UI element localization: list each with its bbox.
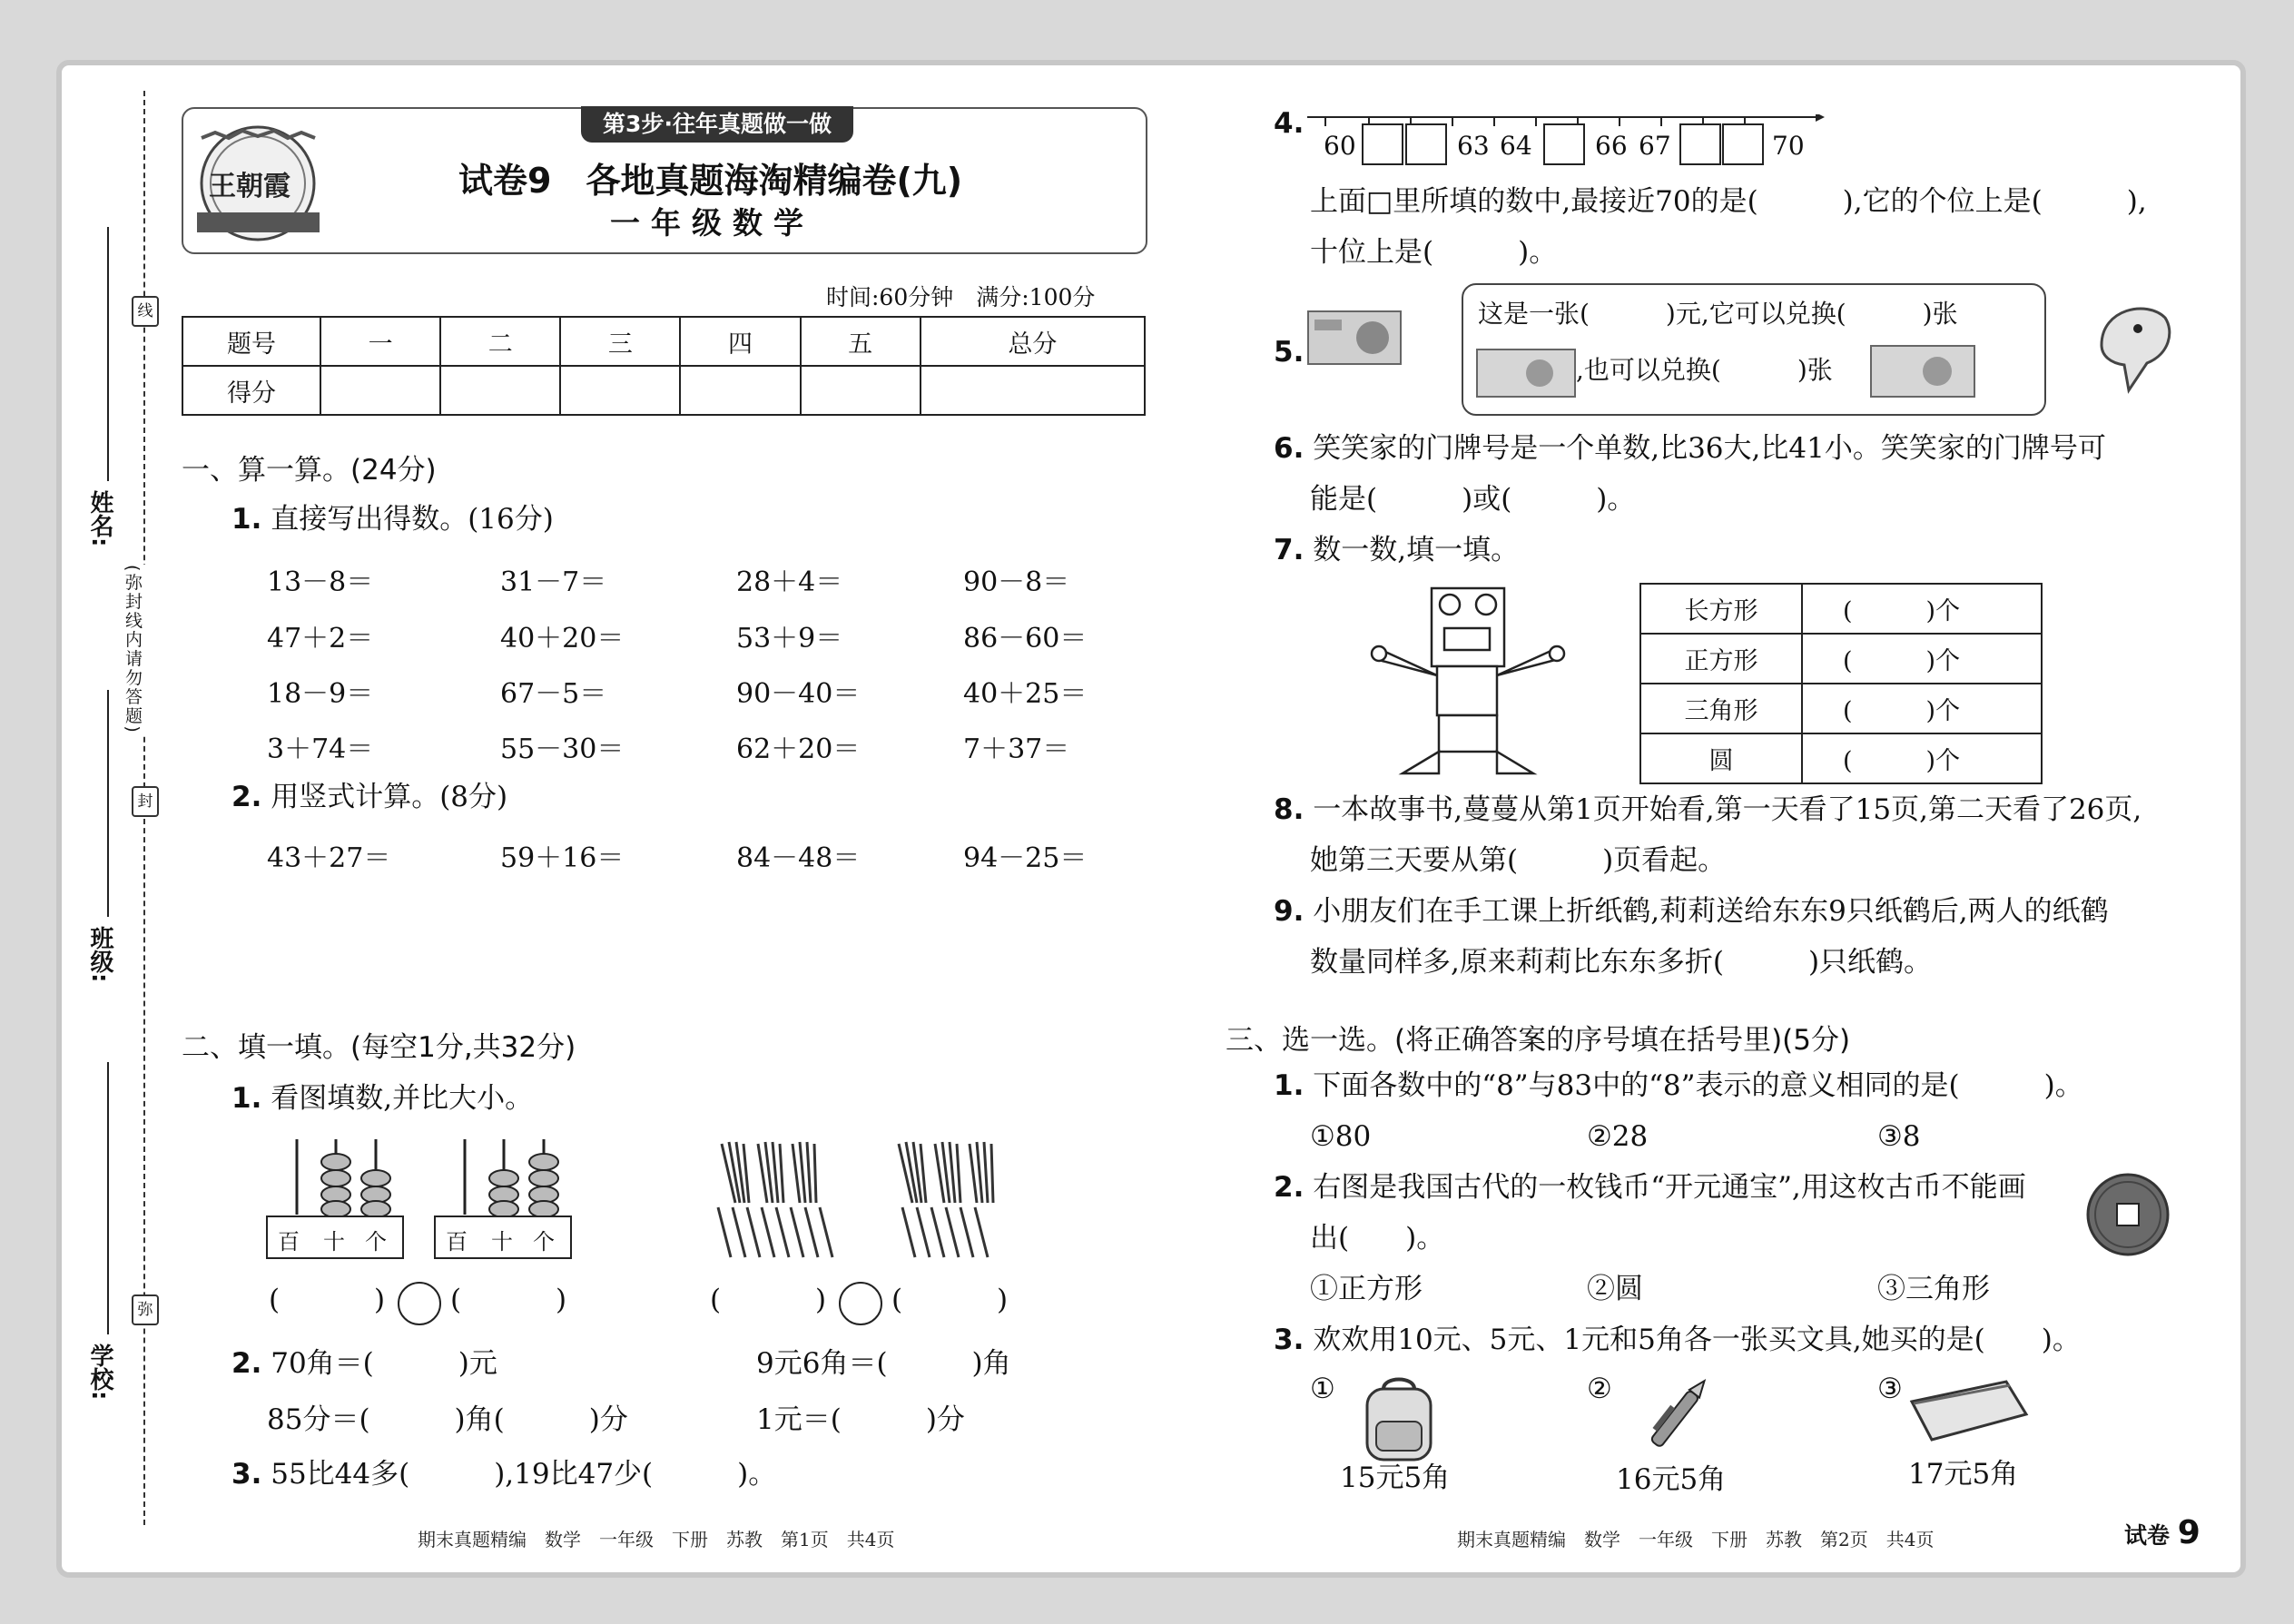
pen-icon: [1634, 1369, 1725, 1460]
s2-q3-number: 3.: [231, 1458, 262, 1491]
calc-item: 53＋9＝: [736, 623, 843, 655]
school-field[interactable]: [107, 1062, 109, 1334]
shape-name: 圆: [1640, 733, 1802, 783]
s3-q3-text: 欢欢用10元、5元、1元和5角各一张买文具,她买的是( )。: [1313, 1324, 2081, 1356]
score-header: 题号: [182, 317, 320, 366]
class-label: 班级:: [86, 926, 113, 983]
s2-q2-a: 70角＝( )元: [271, 1347, 497, 1380]
shape-count[interactable]: ( )个: [1802, 684, 2042, 733]
calc-item: 62＋20＝: [736, 733, 861, 765]
answer-paren[interactable]: (: [450, 1284, 462, 1316]
r-q5-number: 5.: [1274, 336, 1305, 369]
s2-q1-number: 1.: [231, 1082, 262, 1115]
calc-item: 90－40＝: [736, 678, 861, 710]
r-q6-number: 6.: [1274, 432, 1305, 465]
score-header: 一: [320, 317, 440, 366]
s2-q3: [231, 1456, 776, 1492]
banknote-1-image: [1476, 349, 1576, 398]
compare-circle-2[interactable]: [839, 1282, 882, 1325]
r-q6-line1: 笑笑家的门牌号是一个单数,比36大,比41小。笑笑家的门牌号可: [1313, 432, 2106, 465]
answer-paren[interactable]: ): [374, 1284, 386, 1316]
paper-badge-number: 9: [2177, 1514, 2200, 1551]
abacus-label: 十: [491, 1229, 513, 1255]
shape-count[interactable]: ( )个: [1802, 634, 2042, 684]
time-info: 时间:60分钟 满分:100分: [826, 284, 1096, 310]
dolphin-illustration: [2083, 290, 2183, 399]
s3-q2-number: 2.: [1274, 1171, 1305, 1204]
shape-count[interactable]: ( )个: [1802, 584, 2042, 634]
s1-q1: [231, 501, 554, 537]
score-header: 五: [801, 317, 921, 366]
seal-mark-mi: 弥: [132, 1294, 159, 1325]
s3-q3-mark[interactable]: ①: [1310, 1373, 1335, 1405]
s2-q2-number: 2.: [231, 1347, 262, 1380]
calc-item: 55－30＝: [500, 733, 625, 765]
vertical-calc-item: 43＋27＝: [267, 842, 391, 874]
abacus-label: 百: [278, 1229, 300, 1255]
shape-count-table: [1639, 583, 2043, 784]
s3-q2-option[interactable]: ①正方形: [1310, 1273, 1423, 1305]
exam-title: 试卷9 各地真题海淘精编卷(九): [458, 161, 963, 201]
numline-box[interactable]: [1679, 123, 1721, 165]
s3-q2-option[interactable]: ③三角形: [1877, 1273, 1990, 1305]
r-q4-line1: 上面□里所填的数中,最接近70的是( ),它的个位上是( ),: [1310, 185, 2147, 218]
r-q9-line2: 数量同样多,原来莉莉比东东多折( )只纸鹤。: [1310, 946, 1933, 979]
vertical-calc-item: 94－25＝: [963, 842, 1088, 874]
s3-q3-price: 15元5角: [1340, 1462, 1451, 1494]
r-q9-line1: 小朋友们在手工课上折纸鹤,莉莉送给东东9只纸鹤后,两人的纸鹤: [1313, 895, 2109, 928]
score-cell[interactable]: [320, 366, 440, 415]
calc-item: 90－8＝: [963, 566, 1070, 598]
s2-q3-text: 55比44多( ),19比47少( )。: [271, 1458, 777, 1491]
numline-label: 67: [1639, 131, 1671, 161]
abacus-label: 个: [365, 1229, 387, 1255]
shape-name: 三角形: [1640, 684, 1802, 733]
abacus-label: 百: [446, 1229, 468, 1255]
calc-item: 13－8＝: [267, 566, 374, 598]
score-header: 总分: [921, 317, 1145, 366]
numline-box[interactable]: [1362, 123, 1403, 165]
school-label: 学校:: [86, 1343, 113, 1401]
class-field[interactable]: [107, 690, 109, 917]
s2-q1: [231, 1080, 533, 1117]
backpack-icon: [1358, 1373, 1440, 1463]
s3-q3-mark[interactable]: ②: [1587, 1373, 1612, 1405]
step-banner: 第3步·往年真题做一做: [581, 106, 853, 143]
s3-q3-price: 16元5角: [1616, 1463, 1727, 1496]
calc-item: 3＋74＝: [267, 733, 374, 765]
counting-sticks-2: [890, 1135, 1026, 1262]
s1-q2: [231, 779, 507, 815]
paper-badge: [2124, 1514, 2200, 1551]
calc-item: 28＋4＝: [736, 566, 843, 598]
s3-q2-line1: 右图是我国古代的一枚钱币“开元通宝”,用这枚古币不能画: [1313, 1171, 2026, 1204]
name-label: 姓名:: [86, 490, 113, 547]
r-q9-number: 9.: [1274, 895, 1305, 928]
score-cell[interactable]: [680, 366, 800, 415]
s3-q3-price: 17元5角: [1908, 1458, 2019, 1491]
s3-q1-number: 1.: [1274, 1069, 1305, 1102]
abacus-label: 十: [323, 1229, 345, 1255]
pencil-case-icon: [1905, 1374, 2032, 1447]
s2-q2-b: 9元6角＝( )角: [756, 1347, 1011, 1380]
numline-box[interactable]: [1405, 123, 1447, 165]
shape-count[interactable]: ( )个: [1802, 733, 2042, 783]
paper-badge-label: 试卷: [2124, 1522, 2171, 1549]
r-q8-number: 8.: [1274, 793, 1305, 826]
counting-sticks-1: [713, 1135, 849, 1262]
binding-notice: (弥封线内请勿答题): [121, 565, 145, 734]
numline-label: 66: [1595, 131, 1628, 161]
numline-label: 64: [1500, 131, 1532, 161]
banknote-10-image: [1870, 345, 1975, 398]
s2-q2: [231, 1345, 497, 1382]
calc-item: 67－5＝: [500, 678, 607, 710]
s3-q1-text: 下面各数中的“8”与83中的“8”表示的意义相同的是( )。: [1313, 1069, 2083, 1102]
answer-paren[interactable]: ): [556, 1284, 567, 1316]
answer-paren[interactable]: (: [891, 1284, 903, 1316]
calc-item: 40＋20＝: [500, 623, 625, 655]
s3-q1-option[interactable]: ①80: [1310, 1120, 1372, 1153]
vertical-calc-item: 59＋16＝: [500, 842, 625, 874]
abacus-label: 个: [533, 1229, 555, 1255]
score-header: 三: [560, 317, 680, 366]
score-cell[interactable]: [921, 366, 1145, 415]
answer-paren[interactable]: (: [269, 1284, 281, 1316]
s2-q2-d: 1元＝( )分: [756, 1403, 965, 1436]
seal-mark-xian: 线: [132, 296, 159, 327]
numline-box[interactable]: [1722, 123, 1764, 165]
s3-q2-option[interactable]: ②圆: [1587, 1273, 1643, 1305]
calc-item: 40＋25＝: [963, 678, 1088, 710]
score-header: 二: [440, 317, 560, 366]
calc-item: 31－7＝: [500, 566, 607, 598]
abacus-2: [433, 1135, 605, 1262]
section2-title: 二、填一填。(每空1分,共32分): [182, 1031, 576, 1064]
answer-paren[interactable]: ): [815, 1284, 827, 1316]
r-q6-line2: 能是( )或( )。: [1310, 483, 1636, 516]
numline-box[interactable]: [1543, 123, 1585, 165]
seal-mark-feng: 封: [132, 786, 159, 817]
r-q7-text: 数一数,填一填。: [1313, 534, 1520, 566]
r-q4-number: 4.: [1274, 107, 1305, 140]
section3-title: 三、选一选。(将正确答案的序号填在括号里)(5分): [1226, 1024, 1851, 1057]
score-row-label: 得分: [182, 366, 320, 415]
compare-circle-1[interactable]: [398, 1282, 441, 1325]
calc-item: 47＋2＝: [267, 623, 374, 655]
shape-name: 正方形: [1640, 634, 1802, 684]
footer-right: 期末真题精编 数学 一年级 下册 苏教 第2页 共4页: [1457, 1529, 1935, 1550]
s3-q2-line2: 出( )。: [1310, 1222, 1445, 1255]
r-q8-line2: 她第三天要从第( )页看起。: [1310, 844, 1727, 877]
shape-name: 长方形: [1640, 584, 1802, 634]
calc-item: 7＋37＝: [963, 733, 1070, 765]
calc-item: 86－60＝: [963, 623, 1088, 655]
s2-q2-c: 85分＝( )角( )分: [267, 1403, 628, 1436]
section1-title: 一、算一算。(24分): [182, 454, 437, 487]
score-header: 四: [680, 317, 800, 366]
answer-paren[interactable]: ): [997, 1284, 1009, 1316]
s2-q1-text: 看图填数,并比大小。: [271, 1082, 534, 1115]
s1-q2-number: 2.: [231, 781, 262, 813]
vertical-calc-item: 84－48＝: [736, 842, 861, 874]
s1-q1-number: 1.: [231, 503, 262, 536]
s3-q3-mark[interactable]: ③: [1877, 1373, 1903, 1405]
name-field[interactable]: [107, 227, 109, 481]
s1-q1-text: 直接写出得数。(16分): [271, 503, 554, 536]
answer-paren[interactable]: (: [710, 1284, 722, 1316]
s1-q2-text: 用竖式计算。(8分): [271, 781, 508, 813]
s3-q1-option[interactable]: ③8: [1877, 1120, 1921, 1153]
numline-label: 63: [1457, 131, 1490, 161]
banknote-100-image: [1307, 310, 1402, 365]
robot-shape-figure: [1366, 585, 1575, 775]
abacus-1: [265, 1135, 438, 1262]
score-table: [182, 316, 1146, 416]
r-q8-line1: 一本故事书,蔓蔓从第1页开始看,第一天看了15页,第二天看了26页,: [1313, 793, 2142, 826]
calc-item: 18－9＝: [267, 678, 374, 710]
s3-q1-option[interactable]: ②28: [1587, 1120, 1649, 1153]
r-q5-line1: 这是一张( )元,它可以兑换( )张: [1478, 299, 1958, 329]
r-q5-line2: ,也可以兑换( )张: [1576, 355, 1833, 385]
exam-subtitle: 一年级数学: [610, 205, 814, 241]
s3-q3-number: 3.: [1274, 1324, 1305, 1356]
score-cell[interactable]: [801, 366, 921, 415]
r-q4-line2: 十位上是( )。: [1310, 236, 1558, 269]
logo-text: 王朝霞: [209, 171, 290, 202]
score-cell[interactable]: [560, 366, 680, 415]
r-q7-number: 7.: [1274, 534, 1305, 566]
score-cell[interactable]: [440, 366, 560, 415]
footer-left: 期末真题精编 数学 一年级 下册 苏教 第1页 共4页: [418, 1529, 895, 1550]
ancient-coin-image: [2084, 1171, 2171, 1258]
numline-label: 60: [1324, 131, 1356, 161]
numline-label: 70: [1772, 131, 1805, 161]
